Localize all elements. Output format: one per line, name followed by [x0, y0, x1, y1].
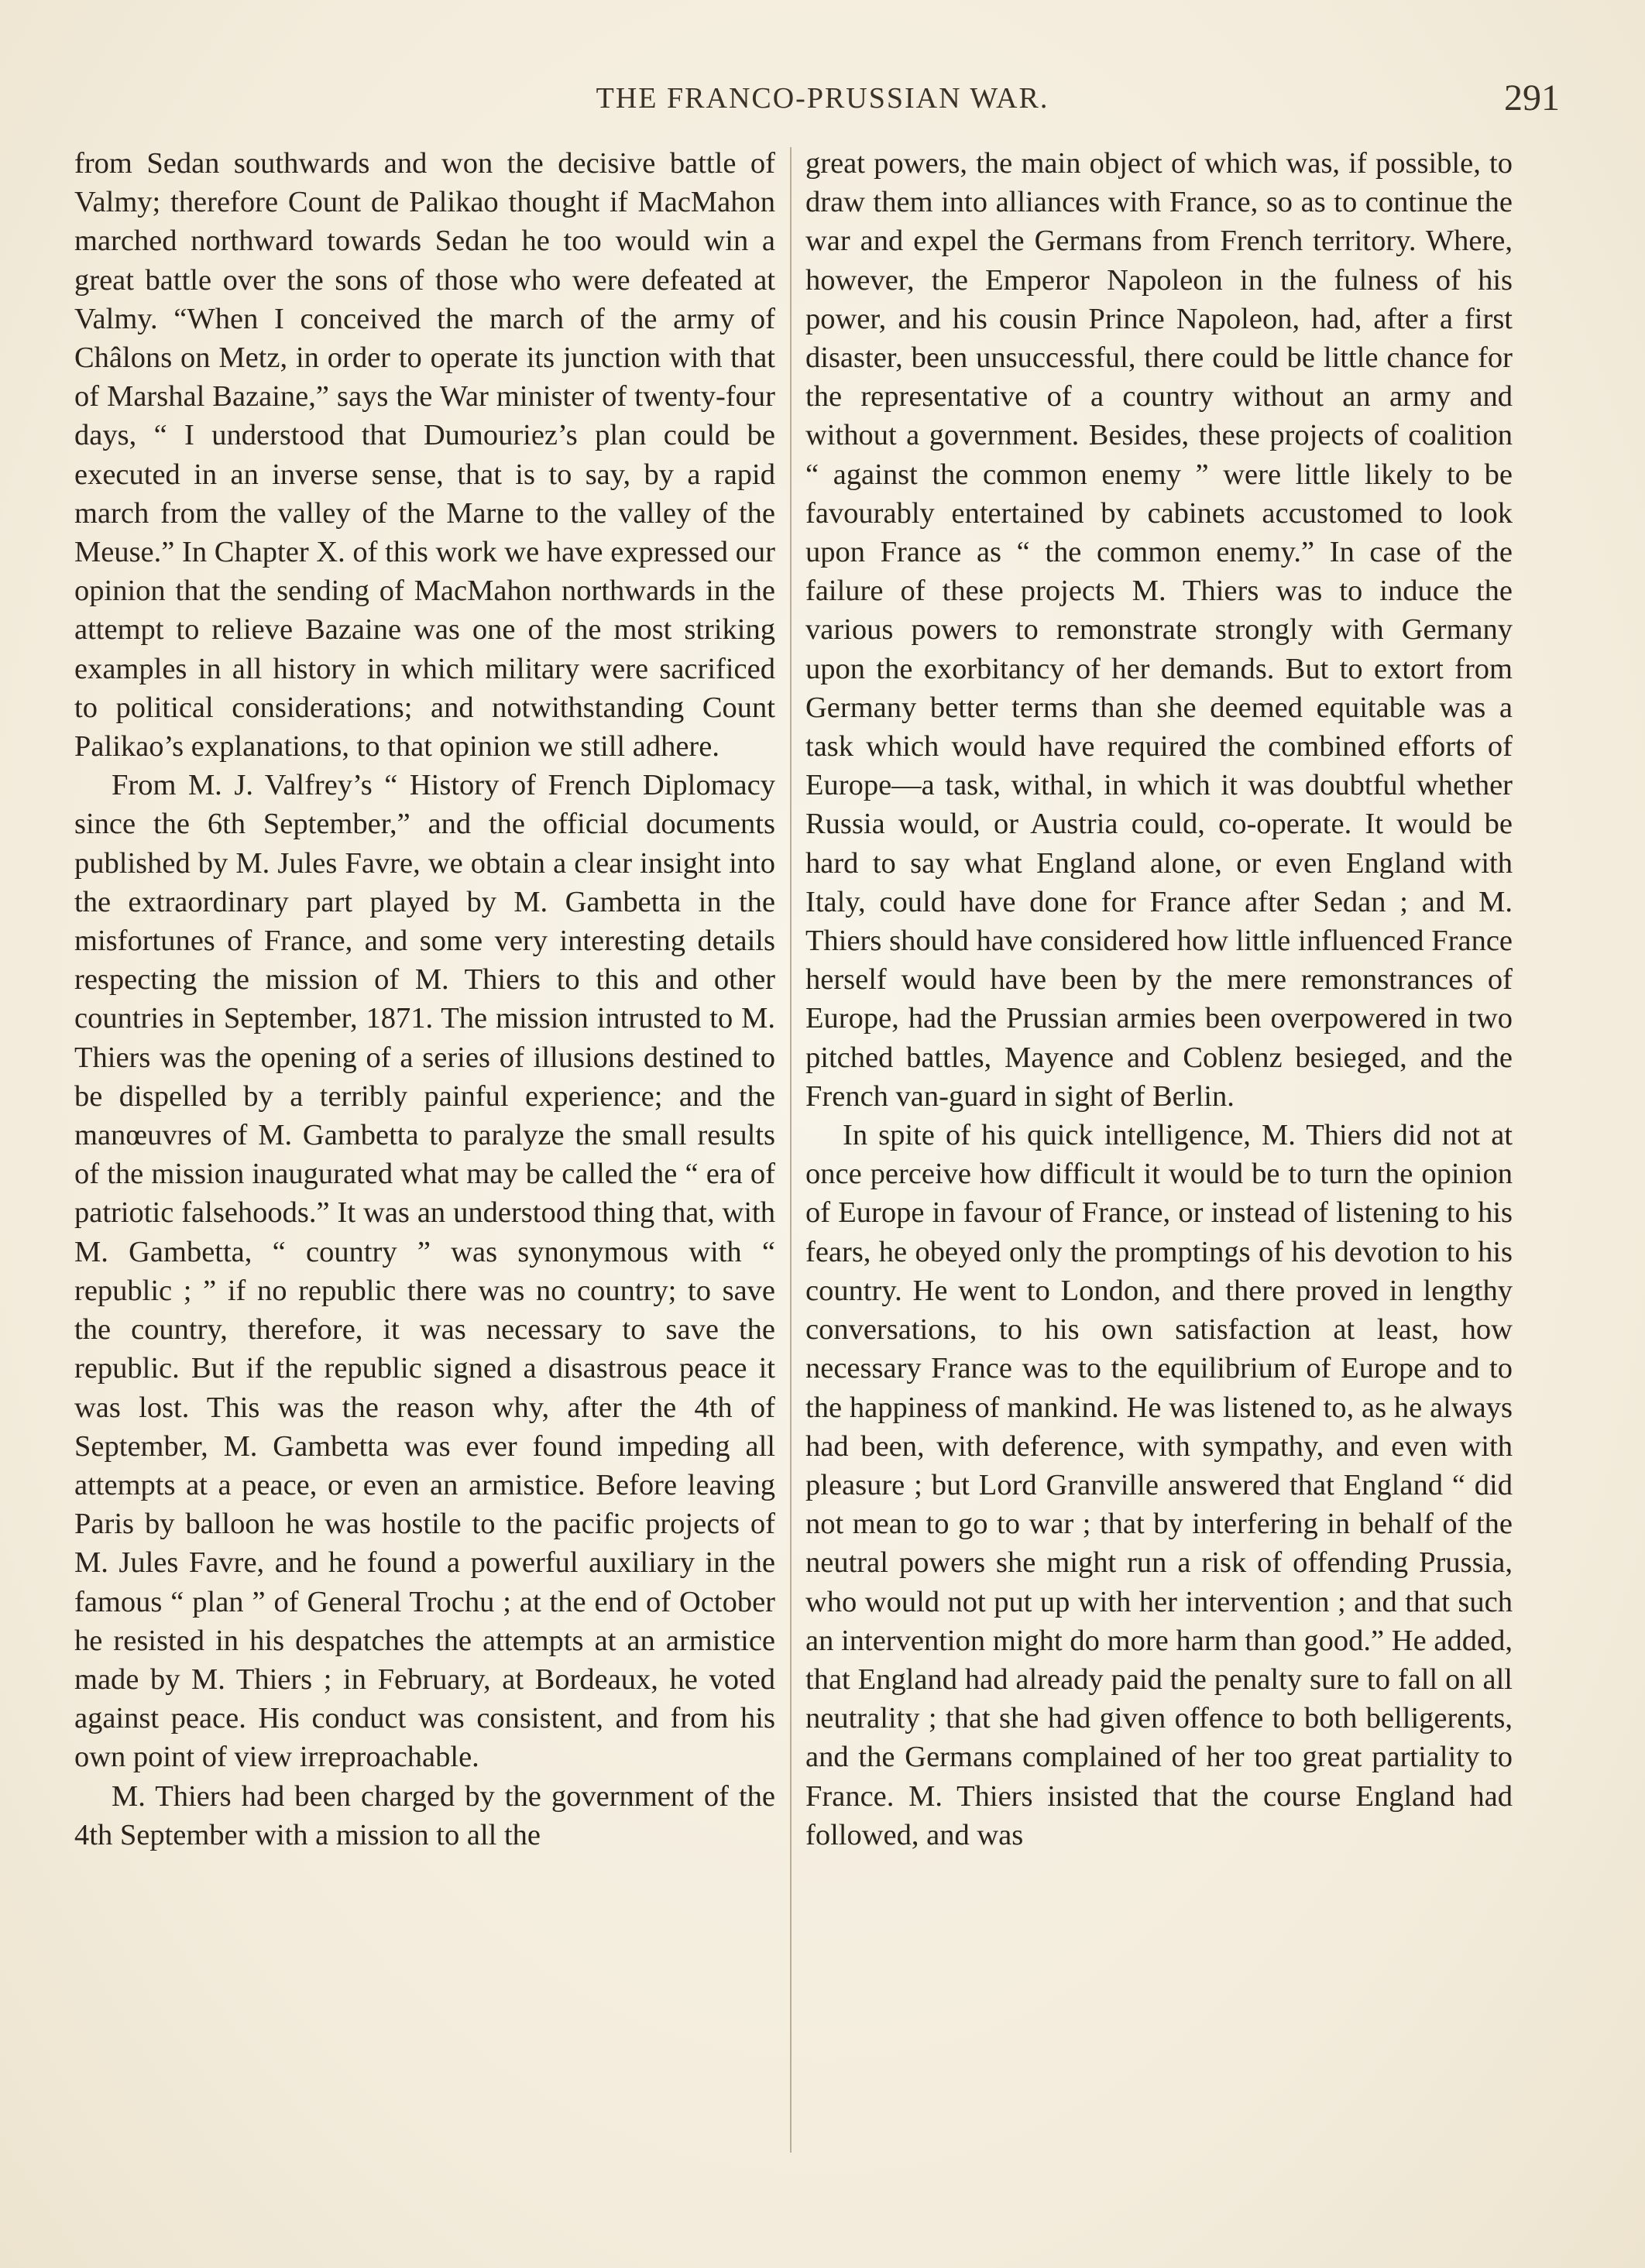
paragraph: great powers, the main object of which was, if possible, to draw them into alliances with France, so as to continue the war and expel the Germans from French territory. Where, however, the Emperor Napoleon in the fulness of his power, and his cousin Prince Napoleon, had, after a first disaster, been unsuccessful, there could be little chance for the representative of a country without an army and without a government. Besides, these projects of coalition “ against the common enemy ” were little likely to be favourably entertained by cabinets accustomed to look upon France as “ the common enemy.” In case of the failure of these projects M. Thiers was to induce the various powers to remonstrate strongly with Germany upon the exorbitancy of her demands. But to extort from Germany better terms than she deemed equitable was a task which would have required the combined efforts of Europe—a task, withal, in which it was doubtful whether Russia would, or Austria could, co-operate. It would be hard to say what England alone, or even England with Italy, could have done for France after Sedan ; and M. Thiers should have considered how little influenced France herself would have been by the mere remonstrances of Europe, had the Prussian armies been overpowered in two pitched battles, Mayence and Coblenz besieged, and the French van-guard in sight of Berlin.	[805, 147, 1513, 1113]
paragraph: from Sedan southwards and won the decisive battle of Valmy; therefore Count de Palikao thought if MacMahon marched northward towards Sedan he too would win a great battle over the sons of those who were defeated at Valmy. “When I conceived the march of the army of Châlons on Metz, in order to operate its junction with that of Marshal Bazaine,” says the War minister of twenty-four days, “ I understood that Dumouriez’s plan could be executed in an inverse sense, that is to say, by a rapid march from the valley of the Marne to the valley of the Meuse.” In Chapter X. of this work we have expressed our opinion that the sending of MacMahon northwards in the attempt to relieve Bazaine was one of the most striking examples in all history in which military were sacrificed to political considerations; and notwithstanding Count Palikao’s explanations, to that opinion we still adhere.	[74, 147, 775, 763]
paragraph: From M. J. Valfrey’s “ History of French Diplomacy since the 6th September,” and the official documents published by M. Jules Favre, we obtain a clear insight into the extraordinary part played by M. Gambetta in the misfortunes of France, and some very interesting details respecting the mission of M. Thiers to this and other countries in September, 1871. The mission intrusted to M. Thiers was the opening of a series of illusions destined to be dispelled by a terribly painful experience; and the manœuvres of M. Gambetta to paralyze the small results of the mission inaugurated what may be called the “ era of patriotic falsehoods.” It was an understood thing that, with M. Gambetta, “ country ” was synonymous with “ republic ; ” if no republic there was no country; to save the country, therefore, it was necessary to save the republic. But if the republic signed a disastrous peace it was lost. This was the reason why, after the 4th of September, M. Gambetta was ever found impeding all attempts at a peace, or even an armistice. Before leaving Paris by balloon he was hostile to the pacific projects of M. Jules Favre, and he found a powerful auxiliary in the famous “ plan ” of General Trochu ; at the end of October he resisted in his despatches the attempts at an armistice made by M. Thiers ; in February, at Bordeaux, he voted against peace. His conduct was consistent, and from his own point of view irreproachable.	[74, 769, 775, 1774]
right-column	[805, 144, 1513, 1855]
paragraph: In spite of his quick intelligence, M. Thiers did not at once perceive how difficult it would be to turn the opinion of Europe in favour of France, or instead of listening to his fears, he obeyed only the promptings of his devotion to his country. He went to London, and there proved in lengthy conversations, to his own satisfaction at least, how necessary France was to the equilibrium of Europe and to the happiness of mankind. He was listened to, as he always had been, with deference, with sympathy, and even with pleasure ; but Lord Granville answered that England “ did not mean to go to war ; that by interfering in behalf of the neutral powers she might run a risk of offending Prussia, who would not put up with her intervention ; and that such an intervention might do more harm than good.” He added, that England had already paid the penalty sure to fall on all neutrality ; that she had given offence to both belligerents, and the Germans complained of her too great partiality to France. M. Thiers insisted that the course England had followed, and was	[805, 1119, 1513, 1851]
left-column	[74, 144, 775, 1855]
running-title: THE FRANCO-PRUSSIAN WAR.	[596, 82, 1049, 115]
column-divider	[790, 147, 792, 2153]
page-number: 291	[1504, 77, 1560, 118]
running-head	[0, 77, 1645, 128]
paragraph: M. Thiers had been charged by the government of the 4th September with a mission to all the	[74, 1779, 775, 1851]
